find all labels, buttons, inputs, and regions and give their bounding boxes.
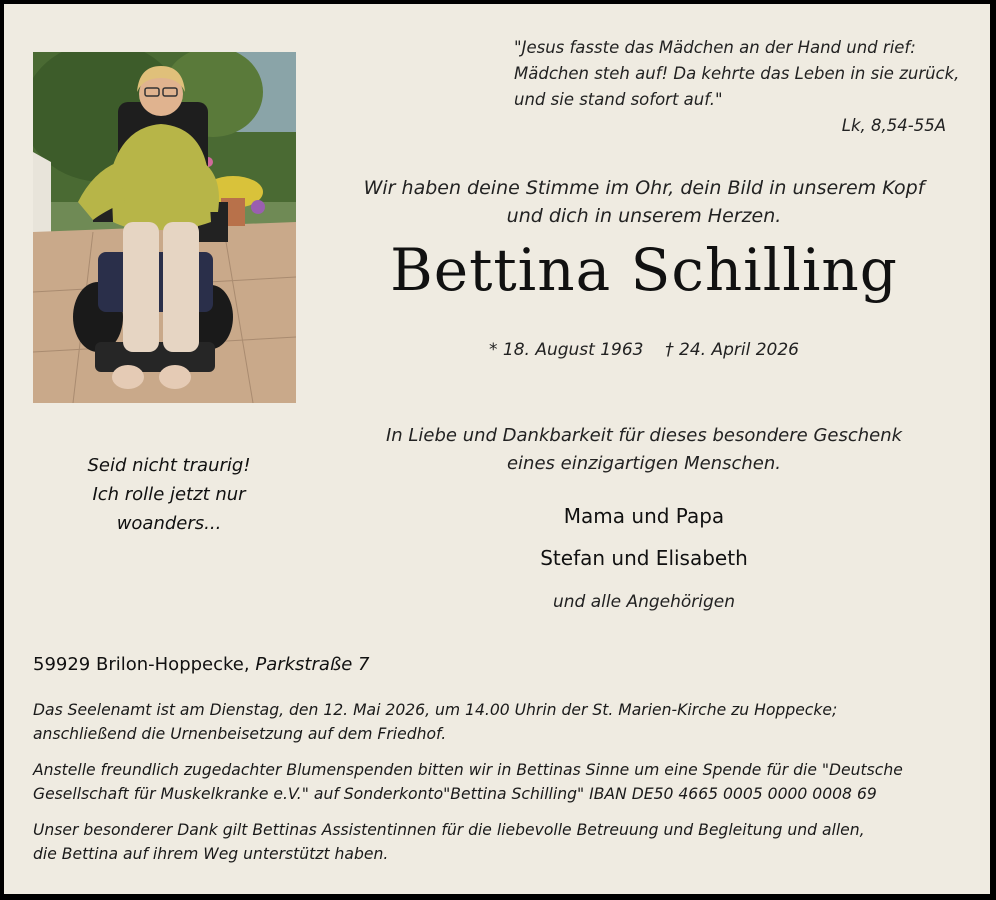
thanks-info-line: Unser besonderer Dank gilt Bettinas Assistentinnen für die liebevolle Betreuung und Begleitung und allen,	[33, 821, 865, 839]
quote-line: Mädchen steh auf! Da kehrte das Leben in sie zurück,	[514, 64, 960, 83]
side-quote-line: Ich rolle jetzt nur	[92, 484, 246, 505]
gratitude-text	[334, 422, 954, 478]
gratitude-line: In Liebe und Dankbarkeit für dieses besondere Geschenk	[385, 425, 903, 446]
family-siblings: Stefan und Elisabeth	[540, 546, 748, 570]
gratitude-line: eines einzigartigen Menschen.	[506, 453, 782, 474]
bible-quote	[514, 35, 964, 113]
tribute-line: Wir haben deine Stimme im Ohr, dein Bild in unserem Kopf	[363, 177, 925, 199]
deceased-name: Bettina Schilling	[390, 236, 898, 304]
life-dates	[334, 340, 954, 360]
donation-info-line: Gesellschaft für Muskelkranke e.V." auf Sonderkonto"Bettina Schilling" IBAN DE50 4665 0005 0000 0008 69	[33, 785, 877, 803]
thanks-info	[33, 818, 963, 866]
quote-reference: Lk, 8,54-55A	[841, 116, 946, 135]
funeral-info	[33, 698, 963, 746]
family-relatives: und alle Angehörigen	[552, 592, 736, 612]
thanks-info-line: die Bettina auf ihrem Weg unterstützt haben.	[33, 845, 389, 863]
tribute-text	[334, 174, 954, 230]
tribute-line: und dich in unserem Herzen.	[506, 205, 782, 227]
side-quote-line: woanders...	[116, 513, 222, 534]
portrait-photo	[33, 52, 296, 403]
quote-line: und sie stand sofort auf."	[514, 90, 723, 109]
address-street: Parkstraße 7	[255, 654, 370, 675]
donation-info-line: Anstelle freundlich zugedachter Blumenspenden bitten wir in Bettinas Sinne um eine Spende für die "Deutsche	[33, 761, 903, 779]
side-quote-line: Seid nicht traurig!	[87, 455, 251, 476]
family-parents: Mama und Papa	[563, 504, 725, 528]
side-quote	[44, 451, 294, 538]
quote-line: "Jesus fasste das Mädchen an der Hand und rief:	[514, 38, 916, 57]
address-city: 59929 Brilon-Hoppecke,	[33, 654, 250, 675]
death-date: † 24. April 2026	[665, 340, 799, 360]
address	[33, 654, 370, 675]
obituary-card	[4, 4, 990, 894]
funeral-info-line: Das Seelenamt ist am Dienstag, den 12. Mai 2026, um 14.00 Uhrin der St. Marien-Kirche zu Hoppecke;	[33, 701, 838, 719]
donation-info	[33, 758, 963, 806]
funeral-info-line: anschließend die Urnenbeisetzung auf dem Friedhof.	[33, 725, 447, 743]
birth-date: * 18. August 1963	[488, 340, 644, 360]
